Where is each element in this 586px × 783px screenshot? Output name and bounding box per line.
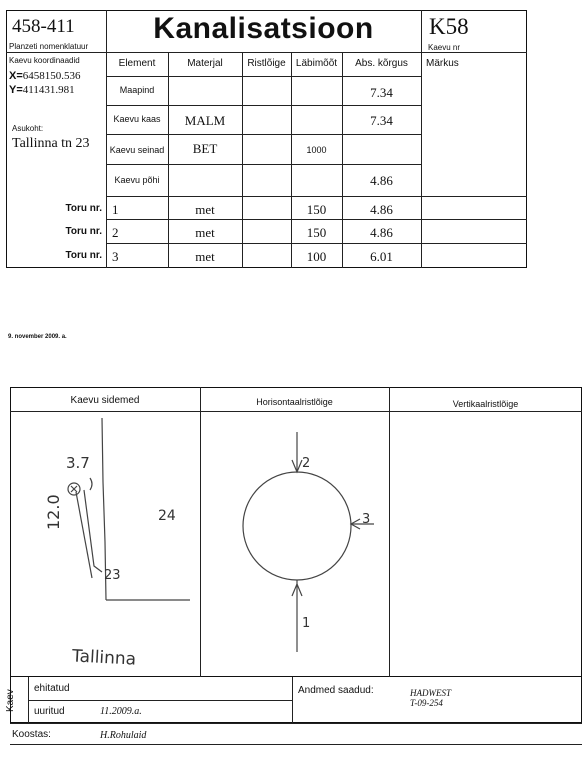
- surveyed-label: uuritud: [34, 706, 65, 717]
- coordinate-y-value: 411431.981: [22, 84, 75, 96]
- pipe-material: met: [195, 225, 215, 240]
- author-label: Koostas:: [12, 729, 51, 740]
- col-header-remarks: Märkus: [426, 58, 459, 69]
- col-header-abs-height: Abs. kõrgus: [355, 58, 408, 69]
- pipe-height: 4.86: [370, 202, 393, 217]
- divider: [28, 700, 292, 701]
- pipe-height: 6.01: [370, 249, 393, 264]
- table-line: [106, 134, 421, 135]
- tie-distance-bottom: 23: [104, 568, 121, 583]
- col-header-diameter: Läbimõõt: [295, 58, 338, 69]
- coordinate-x-prefix: X=: [9, 70, 23, 82]
- pipe-number-top: 2: [302, 456, 311, 471]
- ties-sketch: [10, 412, 200, 676]
- table-line: [106, 219, 527, 220]
- coordinate-y-prefix: Y=: [9, 84, 23, 96]
- tie-distance-right: 24: [158, 508, 176, 524]
- sketch-header-horizontal: Horisontaalristlõige: [256, 397, 333, 407]
- surveyed-value: 11.2009.a.: [100, 706, 142, 717]
- pipe-label: Toru nr.: [65, 226, 102, 237]
- coordinate-y: [9, 84, 75, 96]
- divider: [106, 10, 107, 268]
- table-line: [106, 105, 421, 106]
- location-label: Asukoht:: [12, 124, 44, 133]
- well-number: K58: [429, 14, 469, 39]
- col-header-element: Element: [118, 58, 156, 69]
- tie-distance-top: 3.7: [66, 454, 90, 472]
- sketch-header-vertical: Vertikaalristlõige: [452, 399, 519, 409]
- pipe-number-right: 3: [362, 512, 371, 527]
- built-label: ehitatud: [34, 683, 70, 694]
- row-material-value: MALM: [184, 113, 226, 128]
- pipe-diameter: 150: [306, 202, 327, 217]
- table-line: [106, 196, 527, 197]
- coordinate-x-value: 6458150.536: [22, 70, 81, 82]
- row-height-value: 7.34: [370, 85, 393, 100]
- row-height-value: 4.86: [370, 173, 393, 188]
- table-line: [106, 164, 421, 165]
- row-element-label: Maapind: [119, 85, 155, 95]
- row-material-value: BET: [192, 141, 218, 156]
- pipe-number: 3: [112, 249, 119, 264]
- row-element-label: Kaevu kaas: [113, 114, 161, 124]
- pipe-label: Toru nr.: [65, 250, 102, 261]
- row-height-value: 7.34: [370, 113, 393, 128]
- well-mark-cross: [71, 486, 77, 492]
- location-value: Tallinna tn 23: [12, 136, 90, 151]
- tie-arc: [90, 478, 92, 490]
- page-title: Kanalisatsioon: [153, 12, 374, 45]
- divider: [10, 744, 582, 745]
- source-label: Andmed saadud:: [298, 685, 374, 696]
- divider: [389, 387, 390, 677]
- pipe-height: 4.86: [370, 225, 393, 240]
- table-line: [106, 76, 421, 77]
- nomenclature-value: 458-411: [12, 16, 75, 37]
- col-header-material: Materjal: [187, 58, 223, 69]
- date-note: 9. november 2009. a.: [8, 334, 67, 340]
- horizontal-section-sketch: [200, 412, 389, 676]
- pipe-diameter: 150: [306, 225, 327, 240]
- well-circle: [243, 472, 351, 580]
- source-line2: T-09-254: [410, 698, 443, 708]
- table-line: [106, 243, 527, 244]
- divider: [6, 52, 527, 53]
- table-line: [242, 52, 243, 268]
- nomenclature-label: Planzeti nomenklatuur: [9, 42, 89, 51]
- street-name-handwritten: Tallinna: [71, 646, 137, 670]
- coordinate-x: [9, 70, 81, 82]
- sketch-header-ties: Kaevu sidemed: [70, 395, 140, 406]
- footer-side-label: Kaev: [5, 689, 16, 712]
- divider: [421, 10, 422, 268]
- source-line1: HADWEST: [410, 688, 451, 698]
- pipe-material: met: [195, 249, 215, 264]
- well-number-label: Kaevu nr: [428, 43, 461, 52]
- pipe-number: 1: [112, 202, 119, 217]
- pipe-diameter: 100: [306, 249, 327, 264]
- col-header-cross-section: Ristlõige: [247, 58, 286, 69]
- pipe-number-bottom: 1: [302, 616, 311, 631]
- divider: [10, 723, 582, 724]
- pipe-material: met: [195, 202, 215, 217]
- row-diameter-value: 1000: [306, 145, 327, 155]
- author-value: H.Rohulaid: [100, 730, 147, 741]
- tie-distance-side: 12.0: [44, 494, 63, 530]
- divider: [292, 677, 293, 723]
- pipe-number: 2: [112, 225, 119, 240]
- pipe-label: Toru nr.: [65, 203, 102, 214]
- row-element-label: Kaevu seinad: [109, 145, 165, 155]
- tie-line: [84, 490, 102, 572]
- row-element-label: Kaevu põhi: [114, 175, 160, 185]
- coordinates-label: Kaevu koordinaadid: [9, 56, 80, 65]
